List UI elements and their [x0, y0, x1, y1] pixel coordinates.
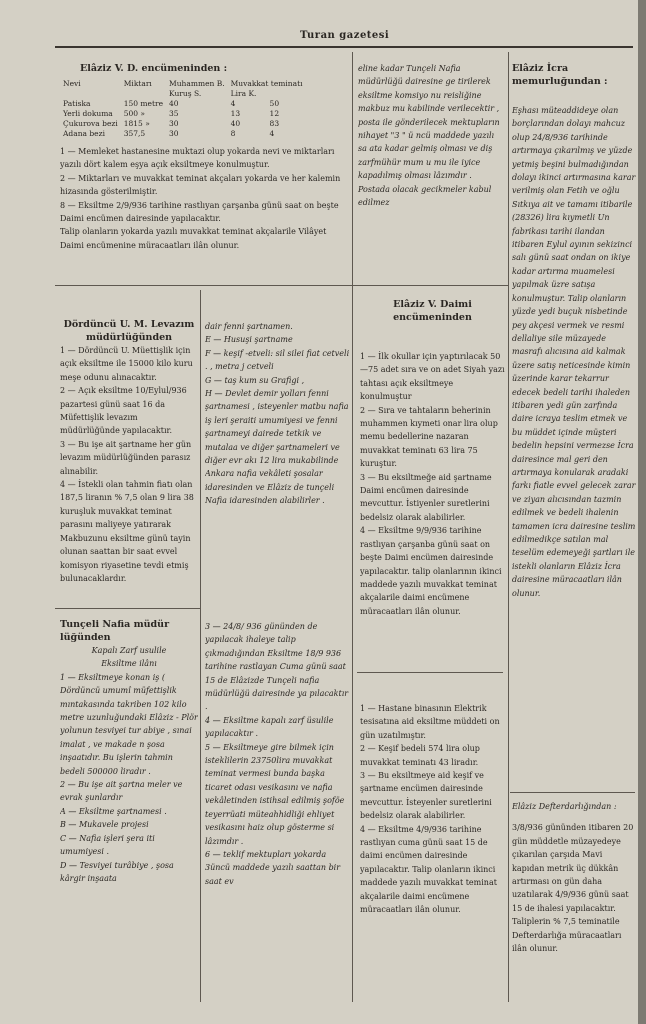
paragraph: 2 — Bu işe ait şartna meler ve evrak şunlardır: [60, 780, 183, 803]
notice-subtitle: Eksiltme ilânı: [101, 659, 157, 669]
paragraph: 3 — Bu işe ait şartname her gün levazım müdürlüğünden parasız alınabilir.: [60, 439, 192, 476]
paragraph: 1 — Memleket hastanesine muktazi olup yokarda nevi ve miktarları yazılı dört kalem eşya açık eksiltmeye konulmuştur.: [60, 147, 335, 170]
paragraph: E — Husuşi şartname: [205, 335, 293, 345]
spacer: [360, 324, 505, 350]
spacer: [512, 813, 636, 821]
column-divider: [508, 52, 509, 1002]
paragraph: Eşhası müteaddideye olan borçlarından dolayı mahcuz olup 24/8/936 tarihinde artırmaya çıkarılmış ve yüzde yetmiş beşini bulmadığından dolayı ikinci artırmasına karar verilmiş olan Fetih ve oğlu Sıtkıya ait ve tamamı itibarile (28326) lira kıymetli Un fabrikası tarihi ilandan itibaren Eylul ayının sekizinci salı günü saat ondan on ikiye kadar artırma muamelesi yapılmak üzre satışa konulmuştur. Talip olanların yüzde yedi buçuk nisbetinde pey akçesi vermek ve resmi dellaliye sile müzayede masrafı alıcısına aid kalmak üzere satış neticesinde kimin üzerinde karar tekarrur edecek bedeli tarihi ihaleden itibaren yedi gün zarfında daire icraya teslim etmek ve bu müddet içinde müşteri bedelin hepsini vermezse İcra dairesince mal geri den artırmaya konularak aradaki farkı fiatle evvel gelecek zarar ve ziyan alıcısından tazmin edilmek ve bedeli ihalenin tamamen icra dairesine teslim edilmedikçe satılan mal teselüm edemeyeği şartları ile istekli olanların Elâziz İcra dairesine müracaatları ilân olunur.: [512, 106, 636, 598]
paragraph: 4 — Eksiltme kapalı zarf üsulile yapılacaktır .: [205, 715, 334, 739]
cell-lira: 13: [230, 109, 241, 118]
paragraph: 3/8/936 gününden itibaren 20 gün müddetle müzayedeye çıkarılan çarşıda Mavi kapıdan metrik üç dükkân artırması on gün daha uzatılarak 4/9/936 günü saat 15 de ihalesi yapılacaktır. Taliplerin % 7,5 teminatile Defterdarlığa müracaatları ilân olunur.: [512, 823, 634, 954]
section-divider: [357, 672, 503, 673]
notice-daimi-encumen: [360, 298, 505, 666]
paragraph: B — Mukavele projesi: [60, 820, 149, 830]
paragraph: 2 — Sıra ve tahtaların beherinin muhammen kıymeti onar lira olup memu bedellerine nazaran muvakkat teminatı 63 lira 75 kuruştur.: [360, 405, 498, 469]
paragraph: 3 — Bu eksiltmeğe aid şartname Daimi encümen dairesinde mevcuttur. İstiyenler suretlerini bedelsiz olarak alabilirler.: [360, 472, 492, 522]
paragraph: 1 — Eksiltmeye konan iş ( Dördüncü umumî müfettişlik mıntakasında takriben 102 kilo metre uzunluğundaki Elâziz - Plör yolunun tesviyei tur abiye , sınai imalat , ve makade n şosa inşaatıdır. Bu işlerin tahmin bedeli 500000 liradır .: [60, 672, 198, 776]
notice-tunceli-continuation-bottom: [205, 620, 350, 1005]
notice-title: Dördüncü U. M. Levazım müdürlüğünden: [63, 319, 195, 343]
paragraph: H — Devlet demir yolları fenni şartnamesi , isteyenler matbu nafia iş leri şeraiti umumiyesi ve fenni şartnameyi dairede tetkik ve mutalaa ve diğer şartnameleri ve diğer evr akı 12 lira mukabilinde Ankara nafia vekâleti şosalar idaresinden ve Elâziz de tunçeli Nafia idaresinden alabilirler .: [205, 389, 349, 506]
cell-nevi: Adana bezi: [63, 129, 105, 138]
notice-elaziz-vd-encumen: [60, 62, 350, 277]
cell-kurus: 83: [269, 119, 280, 128]
cell-lira: 8: [230, 129, 236, 138]
notice-icra-memurlugu: [512, 62, 636, 787]
notice-title: Elâziz V. Daimi encümeninden: [393, 299, 472, 323]
paragraph: 3 — Bu eksiltmeye aid keşif ve şartname encümen dairesinde mevcuttur. İsteyenler suretlerini bedelsiz olarak alabilirler.: [360, 771, 492, 821]
table-header-row: [60, 79, 305, 89]
table-subheader: Lira K.: [230, 89, 257, 98]
paragraph: F — keşif -etveli: sil silei fiat cetveli . , metra j cetveli: [205, 348, 350, 372]
paragraph: A — Eksiltme şartnamesi .: [60, 806, 167, 816]
section-divider: [55, 608, 200, 609]
goods-table: [60, 79, 305, 139]
paragraph: G — taş kum su Grafigi ,: [205, 375, 305, 385]
paragraph: 1 — Hastane binasının Elektrik tesisatına aid eksiltme müddeti on gün uzatılmıştır.: [360, 704, 500, 740]
cell-nevi: Patiska: [63, 99, 91, 108]
table-subheader: [60, 89, 121, 99]
paragraph: D — Tesviyei turâbiye , şosa kârgir inşaata: [60, 860, 174, 883]
cell-miktar: 150 metre: [123, 99, 164, 108]
paragraph: 1 — İlk okullar için yaptırılacak 50—75 adet sıra ve on adet Siyah yazı tahtası açık eksiltmeye konulmuştur: [360, 352, 505, 402]
cell-kurus: 50: [269, 99, 280, 108]
paragraph: C — Nafia işleri şera iti umumiyesi .: [60, 833, 155, 857]
notice-continuation-top: [358, 62, 503, 282]
table-header: Miktarı: [123, 79, 152, 88]
notice-subtitle: Kapalı Zarf usulile: [91, 646, 167, 655]
notice-tunceli-continuation: [205, 320, 350, 610]
cell-lira: 4: [230, 99, 236, 108]
paragraph: 3 — 24/8/ 936 gününden de yapılacak ihaleye talip çıkmadığından Eksiltme 18/9 936 tarihine rastlayan Cuma günü saat 15 de Elâzizde Tunçeli nafia müdürlüğü dairesinde ya pılacaktır .: [205, 622, 349, 712]
notice-title: Tunçeli Nafia müdür lüğünden: [60, 619, 170, 643]
cell-lira: 40: [230, 119, 241, 128]
paragraph: 8 — Eksiltme 2/9/936 tarihine rastlıyan çarşanba günü saat on beşte Daimi encümen dairesinde yapılacaktır.: [60, 200, 339, 224]
table-row: [60, 119, 305, 129]
paragraph: 2 — Keşif bedeli 574 lira olup muvakkat teminatı 43 liradır.: [360, 744, 480, 767]
cell-nevi: Yerli dokuma: [63, 109, 113, 118]
table-header: Nevi: [63, 79, 81, 88]
paragraph: 6 — teklif mektupları yokarda 3üncü maddede yazılı saattan bir saat ev: [205, 849, 341, 886]
table-row: [60, 109, 305, 119]
paragraph: eline kadar Tunçeli Nafia müdürlüğü dairesine ge tirilerek eksiltme komsiyo nu reisliğine makbuz mu kabilinde verilecektir ,: [358, 64, 500, 114]
section-divider: [510, 792, 635, 793]
table-subheader-row: [60, 89, 305, 99]
table-subheader: Kuruş S.: [169, 89, 202, 98]
paragraph: 5 — Eksiltmeye gire bilmek için isteklilerin 23750lira muvakkat teminat vermesi bunda başka ticaret odası vesikasını ve nafia vekâletinden istihsal edilmiş şoföe teyerrüati müteahhidliği ehliyet vesikasını haiz olup gösterme si lâzımdır .: [205, 742, 345, 846]
column-divider: [200, 290, 201, 1002]
column-divider: [352, 52, 353, 1002]
table-subheader: [121, 89, 166, 99]
cell-miktar: 1815 »: [123, 119, 150, 128]
paragraph: 2 — Açık eksiltme 10/Eylul/936 pazartesi günü saat 16 da Müfettişlik levazım müdürlüğünde yapılacaktır.: [60, 386, 187, 436]
notice-tunceli-nafia: [60, 618, 198, 1003]
paragraph: dair fenni şartnamen.: [205, 322, 293, 331]
paragraph: 4 — İstekli olan tahmin fiatı olan 187,5 liranın % 7,5 olan 9 lira 38 kuruşluk muvakkat teminat parasını maliyeye yatırarak Makbuzunu eksiltme günü tayin olunan saattan bir saat evvel komisyon riyasetine tevdi etmiş bulunacaklardır.: [60, 480, 194, 583]
paragraph: posta ile gönderilecek mektupların nihayet "3 " ü ncü maddede yazılı sa ata kadar gelmiş olması ve diş zarfmühür mum u mu ile iyice kapadılmış olması lâzımdır . Postada olacak gecikmeler kabul edilmez: [358, 117, 500, 208]
paragraph: 1 — Dördüncü U. Müettişlik için açık eksiltme ile 15000 kilo kuru meşe odunu alınacaktır.: [60, 346, 193, 382]
section-divider: [55, 285, 352, 286]
paragraph: Talip olanların yokarda yazılı muvakkat teminat akçalarile Vilâyet Daimi encümenine müracaatları ilân olunur.: [60, 227, 327, 250]
cell-bedel: 30: [169, 129, 179, 138]
notice-defterdarlik: [512, 800, 636, 1000]
spacer: [512, 88, 636, 104]
cell-nevi: Çukurova bezi: [63, 119, 118, 128]
table-row: [60, 99, 305, 109]
notice-title: Elâziz V. D. encümeninden :: [80, 63, 228, 74]
notice-title: Elâziz İcra memurluğundan :: [512, 63, 608, 87]
page-edge-shadow: [638, 0, 646, 1024]
table-header: Muhammen B.: [169, 79, 225, 88]
cell-bedel: 35: [169, 109, 179, 118]
cell-bedel: 30: [169, 119, 179, 128]
cell-kurus: 4: [269, 129, 275, 138]
cell-bedel: 40: [169, 99, 179, 108]
paragraph: 4 — Eksiltme 9/9/936 tarihine rastlıyan çarşanba günü saat on beşte Daimi encümen dairesinde yapılacaktır. talip olanlarının ikinci maddede yazılı muvakkat teminat akçalarile daimi encümene müracaatları ilân olunur.: [360, 526, 502, 616]
paragraph: 4 — Eksiltme 4/9/936 tarihine rastlıyan cuma günü saat 15 de daimi encümen dairesinde yapılacaktır. Talip olanların ikinci maddede yazılı muvakkat teminat akçalarile daimi encümene müracaatları ilân olunur.: [360, 824, 497, 915]
notice-levazim-mudurlugu: [60, 318, 198, 603]
paragraph: 2 — Miktarları ve muvakkat teminat akçaları yokarda ve her kalemin hizasında gösterilmiştir.: [60, 173, 341, 197]
table-header: Muvakkat teminatı: [230, 79, 303, 88]
notice-title: Elâziz Defterdarlığından :: [512, 802, 617, 811]
masthead: Turan gazetesi: [300, 30, 390, 41]
cell-miktar: 357,5: [123, 129, 146, 138]
notice-hastane-elektrik: [360, 702, 505, 1002]
section-divider: [352, 285, 508, 286]
cell-kurus: 12: [269, 109, 280, 118]
cell-miktar: 500 »: [123, 109, 146, 118]
table-row: [60, 129, 305, 139]
top-rule: [55, 46, 633, 48]
